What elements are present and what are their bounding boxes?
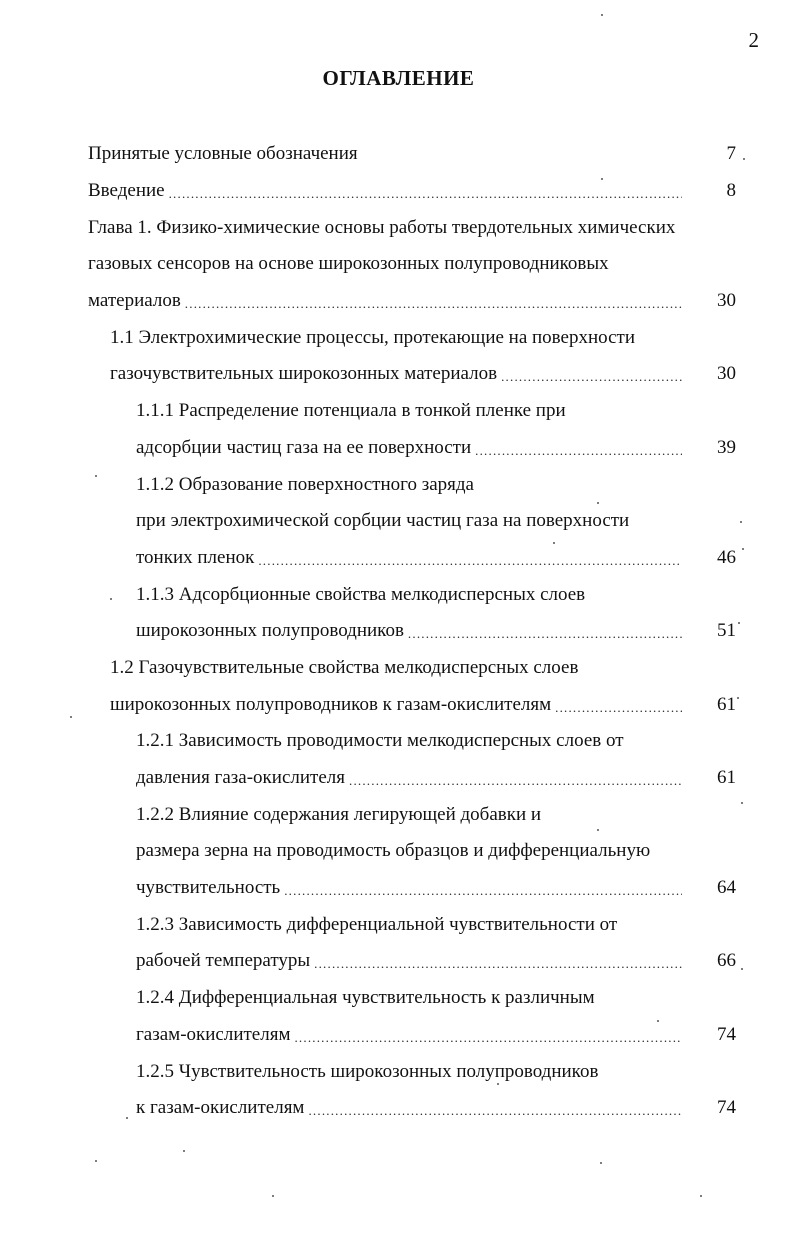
scan-speck xyxy=(183,1150,185,1152)
toc-entry-text: газовых сенсоров на основе широкозонных полупроводниковых xyxy=(88,253,609,275)
scan-speck xyxy=(272,1195,274,1197)
toc-entry-line xyxy=(136,503,746,540)
dot-leader xyxy=(349,773,682,789)
scan-speck xyxy=(553,542,555,544)
toc-entry-line xyxy=(136,393,746,430)
toc-entry[interactable] xyxy=(88,576,746,649)
dot-leader xyxy=(475,443,682,459)
toc-entry-text: чувствительность xyxy=(136,877,281,899)
toc-entry-line xyxy=(136,466,746,503)
toc-entry-text: 1.2.4 Дифференциальная чувствительность к различным xyxy=(136,987,595,1009)
toc-entry-line xyxy=(88,246,746,283)
toc-entry-line xyxy=(136,576,746,613)
toc-entry-line xyxy=(136,833,746,870)
toc-entry-text: давления газа-окислителя xyxy=(136,767,345,789)
toc-entry-text: 1.1.1 Распределение потенциала в тонкой пленке при xyxy=(136,400,566,422)
toc-entry-text: тонких пленок xyxy=(136,546,255,568)
toc-entry-text: широкозонных полупроводников xyxy=(136,620,404,642)
dot-leader xyxy=(284,883,682,899)
toc-page-number: 46 xyxy=(717,546,736,568)
scan-speck xyxy=(737,697,739,699)
toc-entry-text: 1.2.2 Влияние содержания легирующей добавки и xyxy=(136,803,542,825)
toc-entry-text: 1.1 Электрохимические процессы, протекающие на поверхности xyxy=(110,326,636,348)
toc-page-number: 64 xyxy=(717,877,736,899)
toc-page-number: 66 xyxy=(717,950,736,972)
toc-entry-text: 1.2.3 Зависимость дифференциальной чувствительности от xyxy=(136,913,618,935)
toc-entry-line xyxy=(110,650,746,687)
toc-entry[interactable] xyxy=(88,650,746,723)
toc-entry-text: при электрохимической сорбции частиц газа на поверхности xyxy=(136,510,630,532)
toc-entry-last-line xyxy=(136,760,746,797)
toc-entry-text: Введение xyxy=(88,180,165,202)
toc-page-number: 30 xyxy=(717,363,736,385)
toc-entry-last-line xyxy=(136,943,746,980)
toc-entry[interactable] xyxy=(88,136,746,173)
dot-leader xyxy=(308,1103,682,1119)
scan-speck xyxy=(741,802,743,804)
scan-speck xyxy=(601,14,603,16)
toc-entry-last-line xyxy=(110,356,746,393)
toc-entry-text: Глава 1. Физико-химические основы работы твердотельных химических xyxy=(88,216,676,238)
toc-entry-text: адсорбции частиц газа на ее поверхности xyxy=(136,436,472,458)
toc-entry-text: 1.2.5 Чувствительность широкозонных полупроводников xyxy=(136,1060,599,1082)
scan-speck xyxy=(743,158,745,160)
toc-entry-text: рабочей температуры xyxy=(136,950,311,972)
scan-speck xyxy=(126,1117,128,1119)
toc-entry-last-line xyxy=(136,613,746,650)
dot-leader xyxy=(169,186,682,202)
scan-speck xyxy=(70,716,72,718)
toc-page-number: 61 xyxy=(717,767,736,789)
toc-page-number: 30 xyxy=(717,290,736,312)
scan-speck xyxy=(95,1160,97,1162)
scan-speck xyxy=(601,178,603,180)
toc-entry-text: газам-окислителям xyxy=(136,1023,291,1045)
scan-speck xyxy=(497,1083,499,1085)
toc-page-number: 7 xyxy=(726,143,736,165)
dot-leader xyxy=(408,626,682,642)
toc-entry[interactable] xyxy=(88,319,746,392)
toc-entry-text: широкозонных полупроводников к газам-окислителям xyxy=(110,693,552,715)
toc-entry[interactable] xyxy=(88,906,746,979)
toc-entry[interactable] xyxy=(88,173,746,210)
toc-entry-text: 1.1.2 Образование поверхностного заряда xyxy=(136,473,474,495)
toc-entry-last-line xyxy=(136,540,746,577)
dot-leader xyxy=(314,956,682,972)
dot-leader xyxy=(294,1030,682,1046)
scan-speck xyxy=(741,968,743,970)
toc-entry-last-line xyxy=(136,870,746,907)
toc-page-number: 51 xyxy=(717,620,736,642)
scan-speck xyxy=(95,475,97,477)
toc-entry-line xyxy=(88,209,746,246)
dot-leader xyxy=(501,369,682,385)
scan-speck xyxy=(740,521,742,523)
toc-entry[interactable] xyxy=(88,980,746,1053)
toc-entry-line xyxy=(136,906,746,943)
toc-page-number: 61 xyxy=(717,693,736,715)
scan-speck xyxy=(597,829,599,831)
page-number: 2 xyxy=(748,28,759,52)
toc-entry-line xyxy=(136,723,746,760)
toc-entry[interactable] xyxy=(88,1053,746,1126)
toc-entry-line xyxy=(136,796,746,833)
dot-leader xyxy=(185,296,682,312)
toc-page-number: 74 xyxy=(717,1097,736,1119)
toc-page-number: 39 xyxy=(717,436,736,458)
dot-leader xyxy=(258,553,682,569)
toc-entry-text: газочувствительных широкозонных материалов xyxy=(110,363,498,385)
page-title: ОГЛАВЛЕНИЕ xyxy=(322,66,475,90)
toc-entry-last-line xyxy=(136,1017,746,1054)
toc-entry-text: к газам-окислителям xyxy=(136,1097,305,1119)
toc-entry[interactable] xyxy=(88,393,746,466)
toc-entry[interactable] xyxy=(88,796,746,906)
toc-entry-last-line xyxy=(110,686,746,723)
scan-speck xyxy=(700,1195,702,1197)
toc-entry-line xyxy=(136,1053,746,1090)
toc-entry[interactable] xyxy=(88,466,746,576)
toc-entry[interactable] xyxy=(88,723,746,796)
scan-speck xyxy=(600,1162,602,1164)
toc-entry-line xyxy=(136,980,746,1017)
toc-entry[interactable] xyxy=(88,209,746,319)
toc-entry-text: 1.2 Газочувствительные свойства мелкодисперсных слоев xyxy=(110,656,579,678)
toc-entry-text: размера зерна на проводимость образцов и дифференциальную xyxy=(136,840,651,862)
scan-speck xyxy=(110,598,112,600)
toc-entry-last-line xyxy=(136,1090,746,1127)
scan-speck xyxy=(597,502,599,504)
toc-entry-text: 1.1.3 Адсорбционные свойства мелкодисперсных слоев xyxy=(136,583,586,605)
scan-speck xyxy=(738,622,740,624)
toc-entry-text: Принятые условные обозначения xyxy=(88,143,358,165)
toc-entry-text: 1.2.1 Зависимость проводимости мелкодисперсных слоев от xyxy=(136,730,624,752)
toc-entry-last-line xyxy=(136,430,746,467)
toc-page-number: 8 xyxy=(726,180,736,202)
toc-page-number: 74 xyxy=(717,1023,736,1045)
toc-entry-last-line xyxy=(88,283,746,320)
toc-entry-last-line xyxy=(88,136,746,173)
scan-speck xyxy=(657,1020,659,1022)
toc-entry-last-line xyxy=(88,173,746,210)
scan-speck xyxy=(742,548,744,550)
toc-entry-text: материалов xyxy=(88,290,181,312)
dot-leader xyxy=(555,700,682,716)
table-of-contents xyxy=(88,136,746,1127)
toc-entry-line xyxy=(110,319,746,356)
